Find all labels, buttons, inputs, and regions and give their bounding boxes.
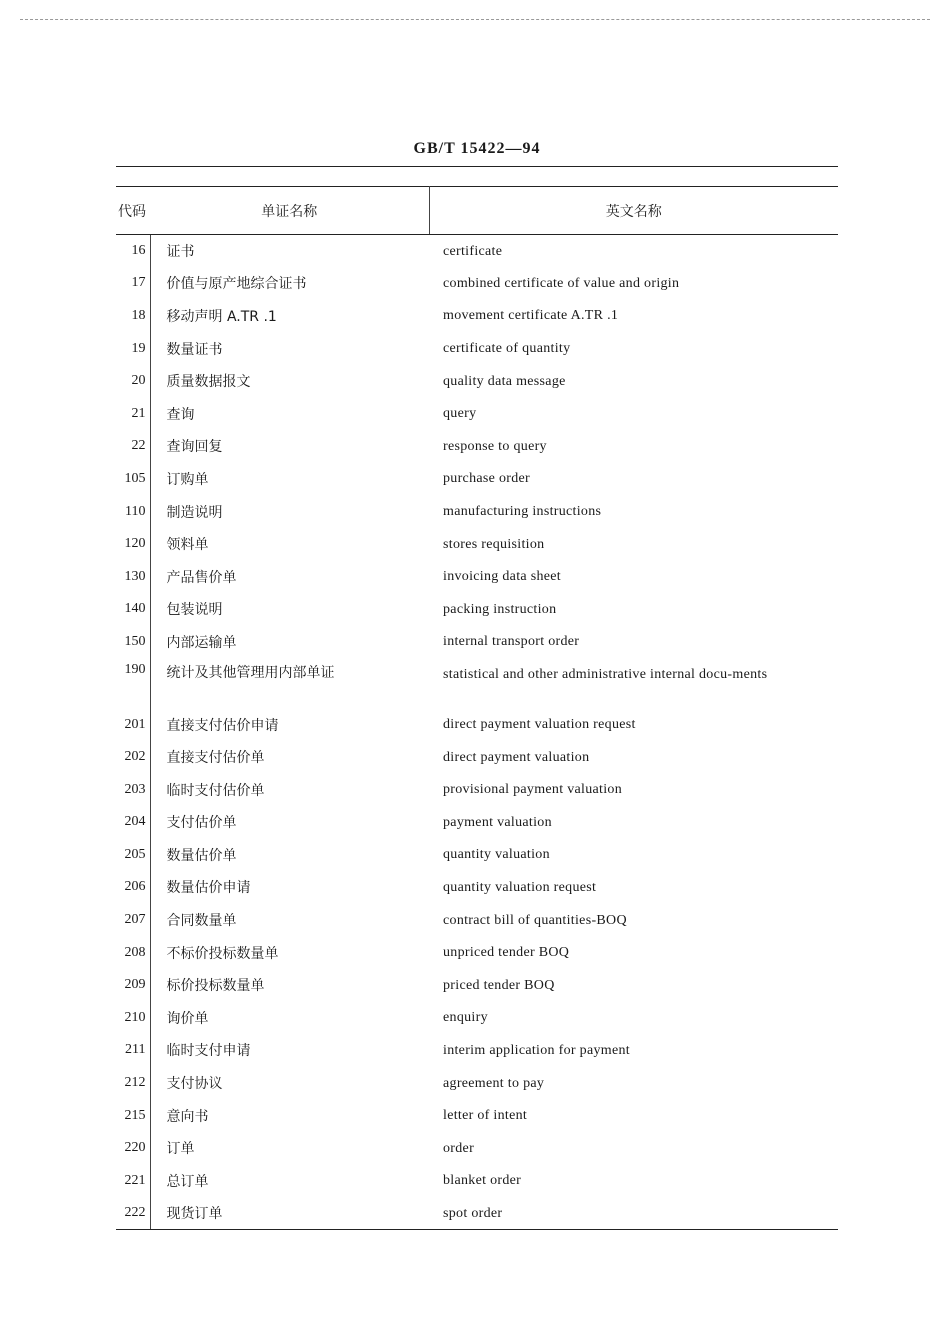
row-code: 220 [116, 1132, 150, 1165]
row-english-name: priced tender BOQ [443, 977, 555, 993]
table-row [116, 839, 838, 872]
row-english-name: blanket order [443, 1173, 522, 1189]
row-english-name: provisional payment valuation [443, 782, 622, 798]
row-english-name: movement certificate A.TR .1 [443, 308, 619, 324]
table-row [116, 1002, 838, 1035]
row-code: 150 [116, 626, 150, 659]
table-header-row [116, 187, 838, 235]
row-code: 16 [116, 235, 150, 268]
header-chinese-name: 单证名称 [150, 187, 429, 235]
table-row [116, 871, 838, 904]
row-english-name: stores requisition [443, 536, 545, 552]
row-english-name: quantity valuation [443, 847, 550, 863]
table-row [116, 1034, 838, 1067]
table-row [116, 430, 838, 463]
row-english-name: internal transport order [443, 634, 580, 650]
row-code: 209 [116, 969, 150, 1002]
row-code: 202 [116, 741, 150, 774]
table-row [116, 365, 838, 398]
scan-edge-line [20, 19, 930, 20]
row-english-name: response to query [443, 438, 547, 454]
row-chinese-name: 查询 [150, 397, 429, 430]
row-chinese-name: 总订单 [150, 1165, 429, 1198]
row-english-name: agreement to pay [443, 1075, 545, 1091]
table-row [116, 658, 838, 708]
row-chinese-name: 订单 [150, 1132, 429, 1165]
table-row [116, 626, 838, 659]
row-english-name: direct payment valuation request [443, 717, 636, 733]
row-chinese-name: 内部运输单 [150, 626, 429, 659]
table-row [116, 1165, 838, 1198]
row-chinese-name: 数量估价单 [150, 839, 429, 872]
table-row [116, 397, 838, 430]
table-row [116, 463, 838, 496]
row-chinese-name: 价值与原产地综合证书 [150, 267, 429, 300]
row-code: 207 [116, 904, 150, 937]
row-code: 215 [116, 1099, 150, 1132]
row-code: 20 [116, 365, 150, 398]
row-english-name: spot order [429, 1197, 838, 1230]
row-code: 18 [116, 300, 150, 333]
row-english-name: certificate [443, 243, 503, 259]
row-code: 203 [116, 773, 150, 806]
table-row [116, 1132, 838, 1165]
row-english-name: query [443, 406, 477, 422]
table-row [116, 708, 838, 741]
row-english-name: contract bill of quantities-BOQ [443, 912, 627, 928]
table-row [116, 593, 838, 626]
row-chinese-name: 意向书 [150, 1099, 429, 1132]
row-code: 208 [116, 936, 150, 969]
row-code: 211 [116, 1034, 150, 1067]
table-row [116, 300, 838, 333]
table-row [116, 235, 838, 268]
row-english-name: certificate of quantity [443, 341, 571, 357]
row-chinese-name: 询价单 [150, 1002, 429, 1035]
table-row [116, 936, 838, 969]
row-code: 205 [116, 839, 150, 872]
row-chinese-name: 包装说明 [150, 593, 429, 626]
row-code: 17 [116, 267, 150, 300]
row-english-name: packing instruction [443, 601, 557, 617]
row-code: 204 [116, 806, 150, 839]
row-english-name: purchase order [443, 471, 530, 487]
table-row [116, 806, 838, 839]
row-chinese-name: 产品售价单 [150, 560, 429, 593]
row-code: 21 [116, 397, 150, 430]
row-chinese-name: 合同数量单 [150, 904, 429, 937]
table-row [116, 773, 838, 806]
row-chinese-name: 领料单 [150, 528, 429, 561]
row-chinese-name: 现货订单 [150, 1197, 429, 1230]
table-row [116, 741, 838, 774]
row-code: 190 [116, 658, 150, 708]
row-chinese-name: 临时支付申请 [150, 1034, 429, 1067]
row-code: 22 [116, 430, 150, 463]
row-code: 222 [116, 1197, 150, 1230]
table-body [116, 235, 838, 1230]
table-row [116, 332, 838, 365]
row-chinese-name: 制造说明 [150, 495, 429, 528]
row-chinese-name: 证书 [150, 235, 429, 268]
table-row [116, 969, 838, 1002]
row-code: 110 [116, 495, 150, 528]
row-english-name: enquiry [443, 1010, 488, 1026]
row-chinese-name: 质量数据报文 [150, 365, 429, 398]
table-row [116, 1099, 838, 1132]
row-code: 130 [116, 560, 150, 593]
row-english-name: combined certificate of value and origin [443, 275, 680, 291]
header-english-name: 英文名称 [429, 187, 838, 235]
row-code: 221 [116, 1165, 150, 1198]
row-chinese-name: 数量证书 [150, 332, 429, 365]
row-chinese-name: 支付估价单 [150, 806, 429, 839]
row-chinese-name: 订购单 [150, 463, 429, 496]
row-english-name: interim application for payment [443, 1042, 630, 1058]
row-chinese-name: 查询回复 [150, 430, 429, 463]
table-row [116, 528, 838, 561]
row-chinese-name: 直接支付估价申请 [150, 708, 429, 741]
row-chinese-name: 临时支付估价单 [150, 773, 429, 806]
row-chinese-name: 数量估价申请 [150, 871, 429, 904]
table-row [116, 267, 838, 300]
row-code: 210 [116, 1002, 150, 1035]
row-code: 206 [116, 871, 150, 904]
row-chinese-name: 统计及其他管理用内部单证 [150, 658, 429, 708]
header-code: 代码 [116, 187, 150, 235]
row-english-name: manufacturing instructions [443, 504, 602, 520]
row-code: 19 [116, 332, 150, 365]
row-code: 105 [116, 463, 150, 496]
header-rule [116, 166, 838, 167]
row-chinese-name: 支付协议 [150, 1067, 429, 1100]
row-english-name: letter of intent [443, 1108, 528, 1124]
row-english-name: unpriced tender BOQ [443, 945, 570, 961]
table-row [116, 1067, 838, 1100]
table-row [116, 560, 838, 593]
document-type-code-table [116, 186, 838, 1230]
row-english-name: quantity valuation request [443, 879, 597, 895]
row-code: 201 [116, 708, 150, 741]
row-code: 212 [116, 1067, 150, 1100]
row-chinese-name: 标价投标数量单 [150, 969, 429, 1002]
row-code: 120 [116, 528, 150, 561]
row-english-name: direct payment valuation [443, 749, 590, 765]
row-english-name: payment valuation [443, 814, 552, 830]
table-row [116, 904, 838, 937]
row-english-name: quality data message [443, 373, 566, 389]
row-chinese-name: 不标价投标数量单 [150, 936, 429, 969]
row-chinese-name: 移动声明 A.TR .1 [150, 300, 429, 333]
row-english-name: statistical and other administrative internal docu-ments [443, 667, 768, 683]
row-english-name: invoicing data sheet [443, 569, 561, 585]
row-code: 140 [116, 593, 150, 626]
table-row [116, 495, 838, 528]
row-chinese-name: 直接支付估价单 [150, 741, 429, 774]
row-english-name: order [443, 1140, 475, 1156]
table-row [116, 1197, 838, 1230]
page-header: GB/T 15422—94 [413, 140, 541, 157]
